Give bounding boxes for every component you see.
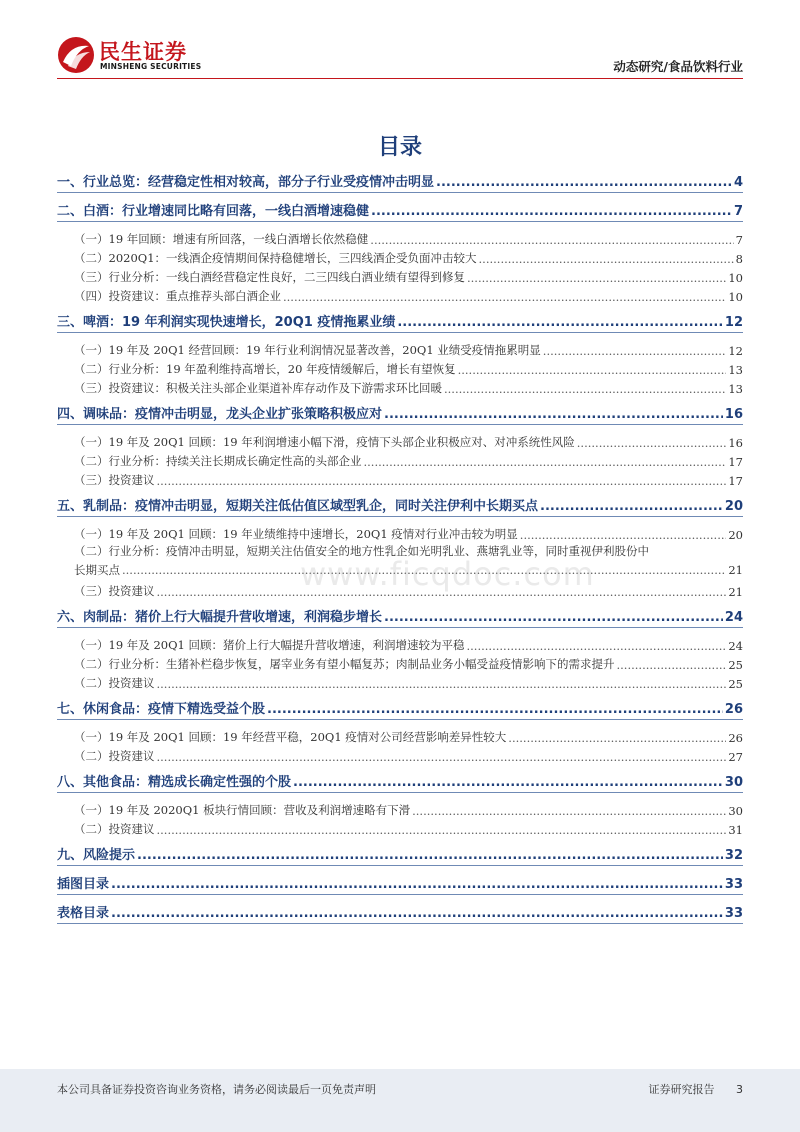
toc-section-heading bbox=[57, 172, 743, 193]
page-header bbox=[0, 0, 800, 82]
toc-entry-label: 表格目录 bbox=[57, 906, 110, 921]
toc-entry-level2[interactable] bbox=[57, 266, 743, 285]
toc-entry-label: （一）19 年回顾：增速有所回落，一线白酒增长依然稳健 bbox=[74, 232, 369, 246]
toc-entry-label: 六、肉制品：猪价上行大幅提升营收增速，利润稳步增长 bbox=[57, 610, 383, 625]
toc-entry-level2[interactable] bbox=[57, 726, 743, 745]
toc-entry-level1[interactable] bbox=[57, 772, 743, 790]
toc-section-heading bbox=[57, 404, 743, 425]
toc-entry-label: 五、乳制品：疫情冲击明显，短期关注低估值区域型乳企，同时关注伊利中长期买点 bbox=[57, 499, 539, 514]
toc-section bbox=[57, 312, 743, 396]
toc-entry-level2[interactable] bbox=[57, 799, 743, 818]
toc-entry-label: （二）行业分析：19 年盈利维持高增长，20 年疫情缓解后，增长有望恢复 bbox=[74, 362, 456, 376]
toc-entry-label-cont: 长期买点 bbox=[74, 563, 120, 577]
toc-entry-page: 33 bbox=[724, 877, 743, 892]
toc-entry-level1[interactable] bbox=[57, 404, 743, 422]
toc-dot-leader bbox=[444, 382, 726, 396]
header-divider bbox=[57, 78, 743, 79]
toc-dot-leader bbox=[111, 877, 723, 892]
toc-entry-label: 一、行业总览：经营稳定性相对较高，部分子行业受疫情冲击明显 bbox=[57, 175, 435, 190]
toc-entry-page: 26 bbox=[728, 731, 743, 745]
toc-section bbox=[57, 772, 743, 837]
toc-entry-label: （三）投资建议 bbox=[74, 584, 155, 598]
toc-section-heading bbox=[57, 699, 743, 720]
toc-entry-label: 三、啤酒：19 年利润实现快速增长，20Q1 疫情拖累业绩 bbox=[57, 315, 396, 330]
toc-dot-leader bbox=[577, 436, 727, 450]
toc-entry-label: （一）19 年及 20Q1 经营回顾：19 年行业利润情况显著改善，20Q1 业绩受疫情拖累明显 bbox=[74, 343, 541, 357]
toc-dot-leader bbox=[137, 848, 723, 863]
toc-title: 目录 bbox=[377, 135, 422, 160]
toc-entry-level2[interactable] bbox=[57, 358, 743, 377]
toc-section-heading bbox=[57, 874, 743, 895]
toc-entry-label: （二）投资建议 bbox=[74, 822, 155, 836]
toc-entry-label: （四）投资建议：重点推荐头部白酒企业 bbox=[74, 289, 281, 303]
toc-entry-level2[interactable] bbox=[57, 818, 743, 837]
toc-entry-level1[interactable] bbox=[57, 699, 743, 717]
toc-entry-page: 7 bbox=[733, 204, 743, 219]
toc-section-heading bbox=[57, 201, 743, 222]
toc-entry-label: 四、调味品：疫情冲击明显，龙头企业扩张策略积极应对 bbox=[57, 407, 383, 422]
toc-entry-page: 4 bbox=[733, 175, 743, 190]
toc-entry-label: （一）19 年及 20Q1 回顾：猪价上行大幅提升营收增速，利润增速较为平稳 bbox=[74, 638, 465, 652]
toc-entry-level2[interactable] bbox=[57, 672, 743, 691]
toc-entry-page: 30 bbox=[728, 804, 743, 818]
toc-entry-page: 26 bbox=[724, 702, 743, 717]
toc-entry-page: 30 bbox=[724, 775, 743, 790]
toc-entry-page: 10 bbox=[728, 290, 743, 304]
toc-section bbox=[57, 845, 743, 866]
toc-entry-page: 16 bbox=[724, 407, 743, 422]
toc-section-heading bbox=[57, 312, 743, 333]
toc-entry-label: （二）投资建议 bbox=[74, 749, 155, 763]
toc-dot-leader bbox=[371, 204, 732, 219]
toc-entry-page: 21 bbox=[728, 563, 743, 577]
toc-entry-label: 八、其他食品：精选成长确定性强的个股 bbox=[57, 775, 292, 790]
toc-section bbox=[57, 172, 743, 193]
toc-entry-page: 13 bbox=[728, 363, 743, 377]
minsheng-logo-icon bbox=[57, 36, 95, 74]
toc-entry-page: 20 bbox=[724, 499, 743, 514]
toc-entry-level1[interactable] bbox=[57, 874, 743, 892]
toc-section-heading bbox=[57, 772, 743, 793]
logo-text-en: MINSHENG SECURITIES bbox=[100, 62, 202, 71]
toc-entry-level2[interactable] bbox=[57, 285, 743, 304]
toc-entry-level2[interactable] bbox=[57, 634, 743, 653]
toc-entry-level2[interactable] bbox=[57, 377, 743, 396]
toc-entry-level1[interactable] bbox=[57, 903, 743, 921]
toc-entry-level1[interactable] bbox=[57, 496, 743, 514]
toc-entry-page: 17 bbox=[728, 474, 743, 488]
toc-dot-leader bbox=[540, 499, 723, 514]
toc-dot-leader bbox=[384, 407, 723, 422]
toc-entry-page: 21 bbox=[728, 585, 743, 599]
toc-section-heading bbox=[57, 496, 743, 517]
toc-entry-level1[interactable] bbox=[57, 201, 743, 219]
toc-entry-level2[interactable] bbox=[57, 228, 743, 247]
toc-entry-label: （二）行业分析：持续关注长期成长确定性高的头部企业 bbox=[74, 454, 362, 468]
toc-entry-level2[interactable] bbox=[57, 431, 743, 450]
toc-section bbox=[57, 404, 743, 488]
toc-dot-leader bbox=[617, 658, 727, 672]
toc-entry-label: （一）19 年及 20Q1 回顾：19 年经营平稳，20Q1 疫情对公司经营影响差异性较大 bbox=[74, 730, 507, 744]
toc-section bbox=[57, 699, 743, 764]
toc-dot-leader bbox=[466, 639, 726, 653]
toc-section-heading bbox=[57, 845, 743, 866]
toc-dot-leader bbox=[157, 474, 727, 488]
toc-entry-label: （一）19 年及 20Q1 回顾：19 年利润增速小幅下滑，疫情下头部企业积极应对、对冲系统性风险 bbox=[74, 435, 575, 449]
toc-dot-leader bbox=[384, 610, 723, 625]
toc-entry-level1[interactable] bbox=[57, 607, 743, 625]
toc-entry-page: 33 bbox=[724, 906, 743, 921]
toc-entry-page: 27 bbox=[728, 750, 743, 764]
toc-entry-level2[interactable] bbox=[57, 653, 743, 672]
toc-dot-leader bbox=[111, 906, 723, 921]
toc-dot-leader bbox=[412, 804, 726, 818]
toc-entry-level2[interactable] bbox=[57, 523, 743, 542]
toc-dot-leader bbox=[458, 363, 727, 377]
toc-dot-leader bbox=[467, 271, 726, 285]
toc-entry-page: 17 bbox=[728, 455, 743, 469]
toc-dot-leader bbox=[436, 175, 732, 190]
toc-section bbox=[57, 903, 743, 924]
toc-entry-label: （一）19 年及 20Q1 回顾：19 年业绩维持中速增长，20Q1 疫情对行业冲击较为明显 bbox=[74, 527, 518, 541]
toc-entry-page: 16 bbox=[728, 436, 743, 450]
toc-section bbox=[57, 201, 743, 304]
toc-entry-level1[interactable] bbox=[57, 172, 743, 190]
toc-entry-label: （一）19 年及 2020Q1 板块行情回顾：营收及利润增速略有下滑 bbox=[74, 803, 411, 817]
toc-entry-label: 七、休闲食品：疫情下精选受益个股 bbox=[57, 702, 266, 717]
toc-entry-page: 20 bbox=[728, 528, 743, 542]
toc-entry-page: 10 bbox=[728, 271, 743, 285]
watermark: www.ficqdoc.com bbox=[300, 555, 595, 593]
toc-entry-page: 8 bbox=[735, 252, 743, 266]
toc-entry-page: 24 bbox=[728, 639, 743, 653]
toc-entry-level2[interactable] bbox=[57, 339, 743, 358]
toc-entry-label: （三）投资建议：积极关注头部企业渠道补库存动作及下游需求环比回暖 bbox=[74, 381, 442, 395]
toc-entry-page: 32 bbox=[724, 848, 743, 863]
footer-report-type: 证券研究报告 bbox=[648, 1083, 715, 1096]
toc-entry-page: 25 bbox=[728, 677, 743, 691]
minsheng-logo bbox=[57, 36, 207, 76]
toc-entry-label: （二）2020Q1：一线酒企疫情期间保持稳健增长，三四线酒企受负面冲击较大 bbox=[74, 251, 477, 265]
toc-entry-level1[interactable] bbox=[57, 312, 743, 330]
toc-dot-leader bbox=[370, 233, 733, 247]
toc-entry-label: （三）行业分析：一线白酒经营稳定性良好，二三四线白酒业绩有望得到修复 bbox=[74, 270, 465, 284]
toc-dot-leader bbox=[508, 731, 726, 745]
toc-entry-page: 31 bbox=[728, 823, 743, 837]
toc-entry-page: 7 bbox=[735, 233, 743, 247]
toc-dot-leader bbox=[364, 455, 727, 469]
toc-entry-label: （二）行业分析：疫情冲击明显，短期关注估值安全的地方性乳企如光明乳业、燕塘乳业等，同时重视伊利股份中 bbox=[74, 544, 649, 558]
toc-dot-leader bbox=[397, 315, 723, 330]
toc-section-heading bbox=[57, 903, 743, 924]
toc-section-heading bbox=[57, 607, 743, 628]
toc-entry-level2[interactable] bbox=[57, 745, 743, 764]
toc-dot-leader bbox=[543, 344, 727, 358]
footer-page-number: 3 bbox=[736, 1083, 743, 1096]
toc-entry-level2[interactable] bbox=[57, 469, 743, 488]
toc-dot-leader bbox=[267, 702, 723, 717]
toc-entry-page: 25 bbox=[728, 658, 743, 672]
header-section: 动态研究/食品饮料行业 bbox=[613, 59, 743, 74]
toc-entry-page: 13 bbox=[728, 382, 743, 396]
toc-dot-leader bbox=[157, 823, 727, 837]
toc-entry-label: （三）投资建议 bbox=[74, 473, 155, 487]
toc-entry-label: 九、风险提示 bbox=[57, 848, 136, 863]
toc-entry-page: 12 bbox=[728, 344, 743, 358]
toc-section bbox=[57, 874, 743, 895]
toc-entry-page: 12 bbox=[724, 315, 743, 330]
footer-disclaimer: 本公司具备证券投资咨询业务资格，请务必阅读最后一页免责声明 bbox=[57, 1083, 376, 1096]
table-of-contents bbox=[57, 172, 743, 932]
toc-dot-leader bbox=[520, 528, 727, 542]
toc-entry-level2[interactable] bbox=[57, 247, 743, 266]
toc-dot-leader bbox=[283, 290, 726, 304]
toc-entry-level2[interactable] bbox=[57, 450, 743, 469]
toc-dot-leader bbox=[479, 252, 734, 266]
toc-dot-leader bbox=[293, 775, 723, 790]
toc-entry-level1[interactable] bbox=[57, 845, 743, 863]
toc-entry-label: 插图目录 bbox=[57, 877, 110, 892]
page-footer bbox=[0, 1069, 800, 1132]
toc-entry-label: 二、白酒：行业增速同比略有回落，一线白酒增速稳健 bbox=[57, 204, 370, 219]
toc-dot-leader bbox=[157, 677, 727, 691]
toc-section bbox=[57, 607, 743, 691]
toc-entry-label: （二）投资建议 bbox=[74, 676, 155, 690]
toc-dot-leader bbox=[157, 750, 727, 764]
toc-entry-page: 24 bbox=[724, 610, 743, 625]
toc-entry-label: （二）行业分析：生猪补栏稳步恢复，屠宰业务有望小幅复苏；肉制品业务小幅受益疫情影响下的需求提升 bbox=[74, 657, 615, 671]
logo-text-cn: 民生证券 bbox=[99, 40, 187, 64]
footer-right bbox=[631, 1081, 744, 1097]
